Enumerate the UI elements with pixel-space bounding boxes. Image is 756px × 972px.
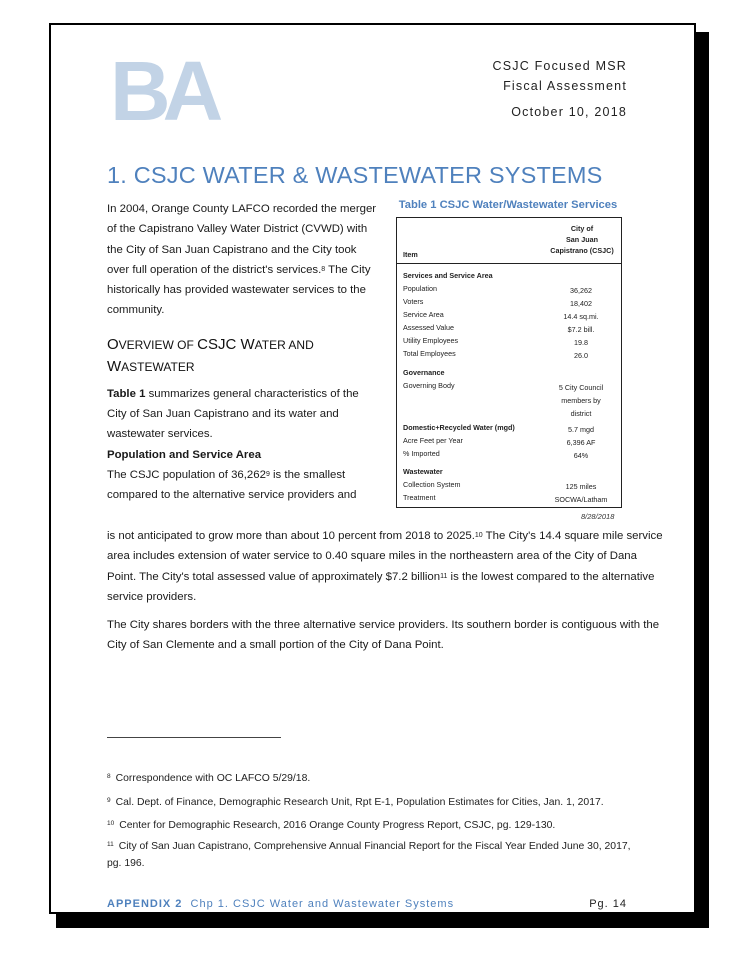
footnote-ref[interactable]: 8: [321, 265, 326, 273]
table-row: % Imported 64%: [403, 449, 589, 460]
page-footer: [107, 898, 454, 910]
table-row: Voters 18,402: [403, 297, 592, 308]
footer-chapter: Chp 1. CSJC Water and Wastewater Systems: [190, 898, 455, 910]
summary-table: [396, 217, 622, 508]
csjc-column-header: City of San Juan Capistrano (CSJC): [550, 224, 614, 255]
footnote-ref[interactable]: 10: [474, 532, 483, 539]
table-reference[interactable]: Table 1: [107, 387, 146, 400]
table-row: Treatment SOCWA/Latham: [403, 493, 608, 504]
table-row: Population 36,262: [403, 284, 592, 295]
ba-logo: BA: [110, 44, 216, 138]
table-row: Total Employees 26.0: [403, 349, 588, 360]
table-row: Acre Feet per Year 6,396 AF: [403, 436, 596, 447]
table-date: 8/28/2018: [581, 512, 615, 521]
section-title: 1. CSJC WATER & WASTEWATER SYSTEMS: [107, 162, 603, 188]
intro-paragraph: In 2004, Orange County LAFCO recorded the merger of the Capistrano Valley Water District (CVWD) with the City of San Juan Capistrano and the City took over full operation of the district's services.$^8$ The City historically has provided wastewater services to the community.: [107, 203, 377, 317]
table-header: [397, 218, 621, 264]
item-column-header: Item: [403, 250, 418, 259]
footnote: $^8$ Correspondence with OC LAFCO 5/29/18.: [107, 773, 311, 784]
population-paragraph-part1: The CSJC population of 36,262$^9$ is the smallest compared to the alternative service providers and: [107, 468, 357, 502]
table-row: Utility Employees 19.8: [403, 336, 588, 347]
left-column: [107, 199, 377, 506]
table-row: Assessed Value $7.2 bill.: [403, 323, 595, 334]
table-row: Collection System 125 miles: [403, 480, 597, 491]
table-section-header: Services and Service Area: [403, 271, 493, 280]
table-section-header: Wastewater: [403, 467, 443, 476]
footnote: $^{10}$ Center for Demographic Research, 2016 Orange County Progress Report, CSJC, pg. 129-130.: [107, 820, 556, 831]
header-doc-title: CSJC Focused MSR: [492, 59, 627, 73]
document-page: [49, 23, 696, 914]
footnote: $^{11}$ City of San Juan Capistrano, Comprehensive Annual Financial Report for the Fiscal Year Ended June 30, 2017, pg. 196.: [107, 841, 631, 869]
borders-paragraph: The City shares borders with the three alternative service providers. Its southern border is contiguous with the City of San Clemente and a small portion of the City of Dana Point.: [107, 619, 660, 652]
population-paragraph-part2: is not anticipated to grow more than about 10 percent from 2018 to 2025.10 The City's 14.4 square mile service area includes extension of water service to 0.40 square miles in the northeastern area of the City of Dana Point. The City's total assessed value of approximately $7.2 billion$^{11}$ is the lowest compared to the alternative service providers.: [107, 530, 663, 603]
footnote-ref[interactable]: 11: [440, 572, 448, 580]
header-doc-subtitle: Fiscal Assessment: [503, 79, 627, 93]
footnote: $^9$ Cal. Dept. of Finance, Demographic Research Unit, Rpt E-1, Population Estimates for Cities, Jan. 1, 2017.: [107, 797, 604, 808]
overview-paragraph: Table 1 summarizes general characteristics of the City of San Juan Capistrano and its water and wastewater services.: [107, 387, 359, 441]
footnote-divider: [107, 737, 281, 738]
footnote-ref[interactable]: 9: [265, 470, 270, 478]
table-row: Domestic+Recycled Water (mgd) 5.7 mgd: [403, 423, 594, 434]
population-heading: Population and Service Area: [107, 448, 262, 461]
table-row: Governing Body 5 City Council members by district: [403, 381, 604, 418]
overview-heading: OVERVIEW OF CSJC WATER AND WASTEWATER: [107, 335, 314, 375]
footer-appendix: APPENDIX 2: [107, 898, 183, 910]
table-title: Table 1 CSJC Water/Wastewater Services: [398, 199, 618, 211]
page-number: Pg. 14: [589, 898, 627, 910]
table-row: Service Area 14.4 sq.mi.: [403, 310, 599, 321]
table-section-header: Governance: [403, 368, 445, 377]
header-date: October 10, 2018: [511, 105, 627, 119]
